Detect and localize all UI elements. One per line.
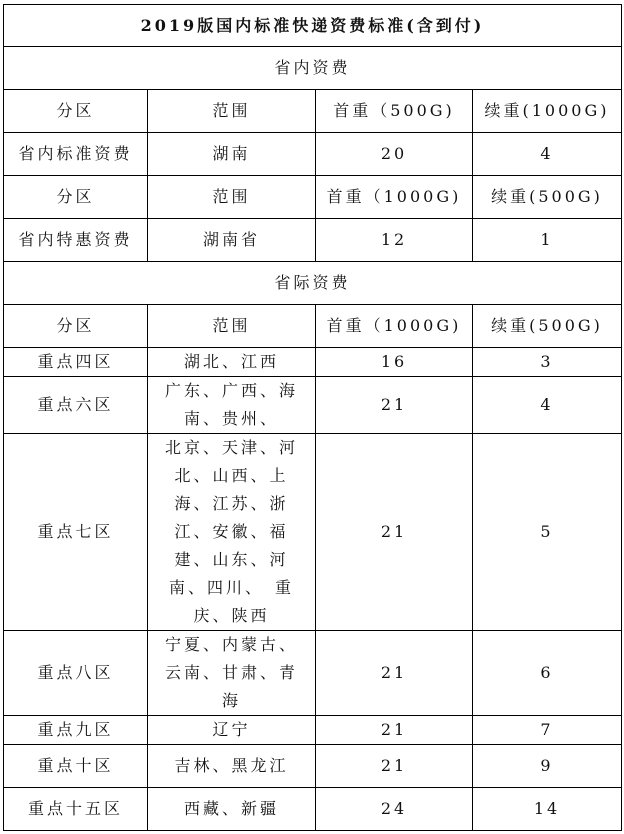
additional-weight-cell: 6 bbox=[473, 631, 622, 716]
range-cell: 宁夏、内蒙古、云南、甘肃、青海 bbox=[148, 631, 316, 716]
table-row bbox=[4, 745, 622, 788]
first-weight-cell: 12 bbox=[316, 219, 473, 262]
additional-weight-cell: 4 bbox=[473, 377, 622, 434]
table-row bbox=[4, 133, 622, 176]
express-rate-table bbox=[3, 4, 622, 831]
first-weight-cell: 21 bbox=[316, 745, 473, 788]
header-zone: 分区 bbox=[4, 305, 148, 348]
header-zone: 分区 bbox=[4, 176, 148, 219]
first-weight-cell: 16 bbox=[316, 348, 473, 377]
range-cell: 西藏、新疆 bbox=[148, 788, 316, 831]
additional-weight-cell: 9 bbox=[473, 745, 622, 788]
first-weight-cell: 24 bbox=[316, 788, 473, 831]
additional-weight-cell: 14 bbox=[473, 788, 622, 831]
range-cell: 辽宁 bbox=[148, 716, 316, 745]
header-additional-weight: 续重(500G) bbox=[473, 305, 622, 348]
additional-weight-cell: 5 bbox=[473, 434, 622, 631]
section-label-interprovincial: 省际资费 bbox=[4, 262, 622, 305]
header-range: 范围 bbox=[148, 90, 316, 133]
range-cell: 湖北、江西 bbox=[148, 348, 316, 377]
zone-cell: 重点七区 bbox=[4, 434, 148, 631]
header-first-weight: 首重（500G) bbox=[316, 90, 473, 133]
first-weight-cell: 20 bbox=[316, 133, 473, 176]
header-range: 范围 bbox=[148, 305, 316, 348]
zone-cell: 省内特惠资费 bbox=[4, 219, 148, 262]
first-weight-cell: 21 bbox=[316, 716, 473, 745]
section-label-provincial: 省内资费 bbox=[4, 47, 622, 90]
range-cell: 吉林、黑龙江 bbox=[148, 745, 316, 788]
header-row bbox=[4, 90, 622, 133]
range-cell: 广东、广西、海南、贵州、 bbox=[148, 377, 316, 434]
header-additional-weight: 续重(1000G) bbox=[473, 90, 622, 133]
table-row bbox=[4, 348, 622, 377]
section-row-provincial bbox=[4, 47, 622, 90]
header-zone: 分区 bbox=[4, 90, 148, 133]
additional-weight-cell: 7 bbox=[473, 716, 622, 745]
first-weight-cell: 21 bbox=[316, 434, 473, 631]
first-weight-cell: 21 bbox=[316, 631, 473, 716]
header-first-weight: 首重（1000G) bbox=[316, 305, 473, 348]
range-cell: 北京、天津、河北、山西、上海、江苏、浙江、安徽、福建、山东、河南、四川、 重庆、陕西 bbox=[148, 434, 316, 631]
additional-weight-cell: 3 bbox=[473, 348, 622, 377]
additional-weight-cell: 1 bbox=[473, 219, 622, 262]
zone-cell: 省内标准资费 bbox=[4, 133, 148, 176]
zone-cell: 重点四区 bbox=[4, 348, 148, 377]
additional-weight-cell: 4 bbox=[473, 133, 622, 176]
section-row-interprovincial bbox=[4, 262, 622, 305]
zone-cell: 重点十五区 bbox=[4, 788, 148, 831]
zone-cell: 重点十区 bbox=[4, 745, 148, 788]
header-additional-weight: 续重(500G) bbox=[473, 176, 622, 219]
zone-cell: 重点六区 bbox=[4, 377, 148, 434]
table-row bbox=[4, 716, 622, 745]
table-row bbox=[4, 631, 622, 716]
zone-cell: 重点八区 bbox=[4, 631, 148, 716]
first-weight-cell: 21 bbox=[316, 377, 473, 434]
table-row bbox=[4, 219, 622, 262]
range-cell: 湖南省 bbox=[148, 219, 316, 262]
title-row bbox=[4, 5, 622, 47]
table-row bbox=[4, 434, 622, 631]
header-row bbox=[4, 176, 622, 219]
table-title: 2019版国内标准快递资费标准(含到付) bbox=[4, 5, 622, 47]
table-row bbox=[4, 377, 622, 434]
table-row bbox=[4, 788, 622, 831]
header-row bbox=[4, 305, 622, 348]
header-range: 范围 bbox=[148, 176, 316, 219]
zone-cell: 重点九区 bbox=[4, 716, 148, 745]
header-first-weight: 首重（1000G) bbox=[316, 176, 473, 219]
range-cell: 湖南 bbox=[148, 133, 316, 176]
